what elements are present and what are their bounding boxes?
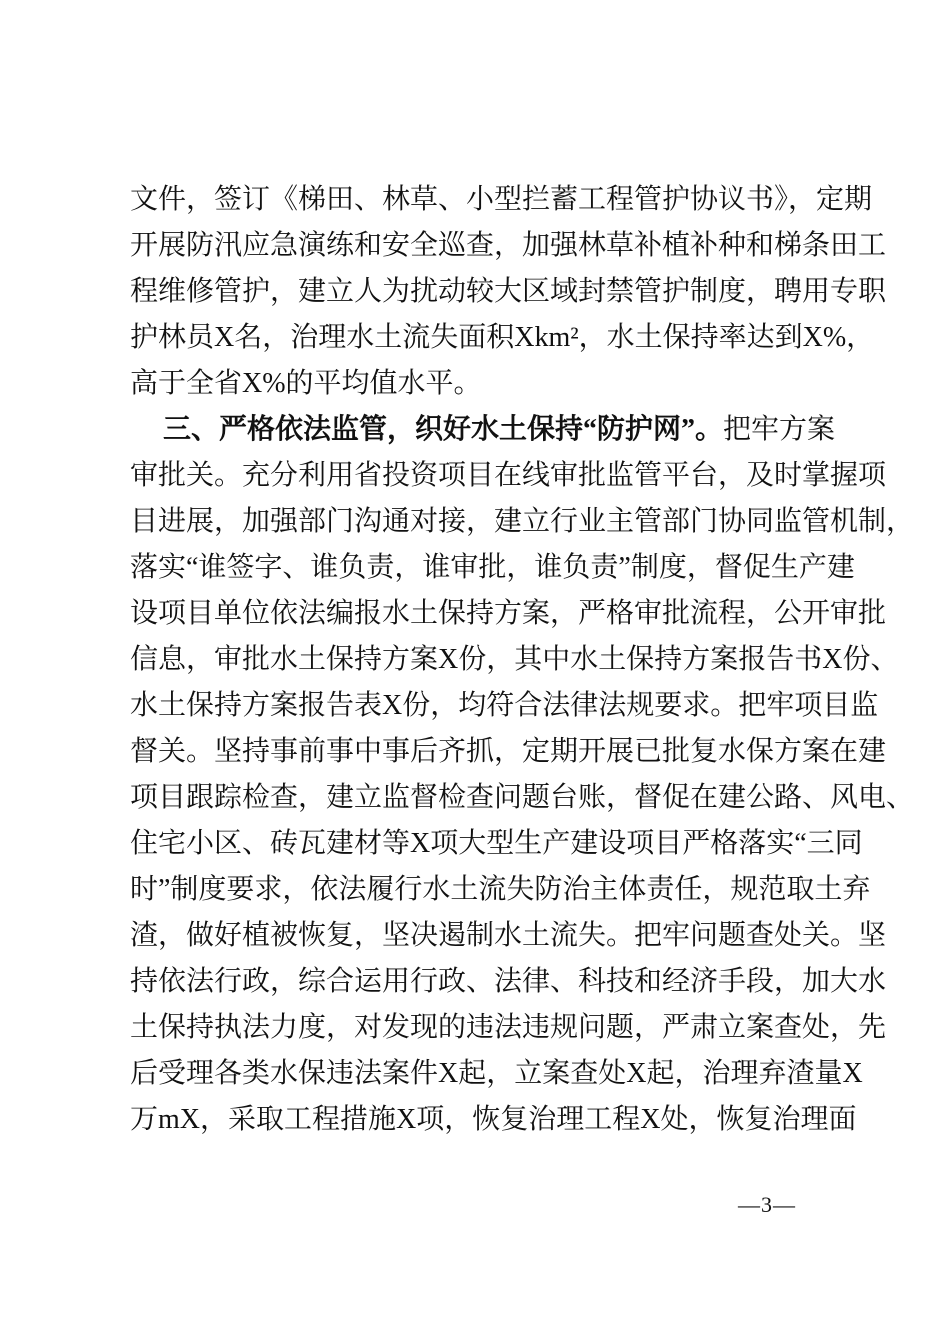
text-line: 水土保持方案报告表X份，均符合法律法规要求。把牢项目监 <box>130 690 879 721</box>
text-line: 高于全省X%的平均值水平。 <box>130 368 482 399</box>
text-line: 护林员X名，治理水土流失面积Xkm²，水土保持率达到X%， <box>130 322 875 353</box>
section-heading: 三、严格依法监管，织好水土保持“防护网”。 <box>163 414 724 445</box>
page-number: —3— <box>738 1192 796 1217</box>
text-line: 后受理各类水保违法案件X起，立案查处X起，治理弃渣量X <box>130 1058 863 1089</box>
text-line: 文件，签订《梯田、林草、小型拦蓄工程管护协议书》，定期 <box>130 184 873 215</box>
text-line: 渣，做好植被恢复，坚决遏制水土流失。把牢问题查处关。坚 <box>130 920 887 951</box>
text-line: 设项目单位依法编报水土保持方案，严格审批流程，公开审批 <box>130 598 887 629</box>
text-line: 土保持执法力度，对发现的违法违规问题，严肃立案查处，先 <box>130 1012 887 1043</box>
text-line: 落实“谁签字、谁负责，谁审批，谁负责”制度，督促生产建 <box>130 552 855 583</box>
text-line: 督关。坚持事前事中事后齐抓，定期开展已批复水保方案在建 <box>130 736 887 767</box>
text-line: 审批关。充分利用省投资项目在线审批监管平台，及时掌握项 <box>130 460 887 491</box>
text-line: 程维修管护，建立人为扰动较大区域封禁管护制度，聘用专职 <box>130 276 887 307</box>
body-text <box>130 177 915 1143</box>
text-line: 开展防汛应急演练和安全巡查，加强林草补植补种和梯条田工 <box>130 230 887 261</box>
text-line: 住宅小区、砖瓦建材等X项大型生产建设项目严格落实“三同 <box>130 828 863 859</box>
text-line: 项目跟踪检查，建立监督检查问题台账，督促在建公路、风电、 <box>130 782 915 813</box>
text-line: 持依法行政，综合运用行政、法律、科技和经济手段，加大水 <box>130 966 887 997</box>
text-line: 万mX，采取工程措施X项，恢复治理工程X处，恢复治理面 <box>130 1104 857 1135</box>
section-heading-line <box>130 407 836 453</box>
text-line: 时”制度要求，依法履行水土流失防治主体责任，规范取土弃 <box>130 874 871 905</box>
text-line: 把牢方案 <box>723 414 836 445</box>
text-line: 信息，审批水土保持方案X份，其中水土保持方案报告书X份、 <box>130 644 899 675</box>
text-line: 目进展，加强部门沟通对接，建立行业主管部门协同监管机制， <box>130 506 915 537</box>
